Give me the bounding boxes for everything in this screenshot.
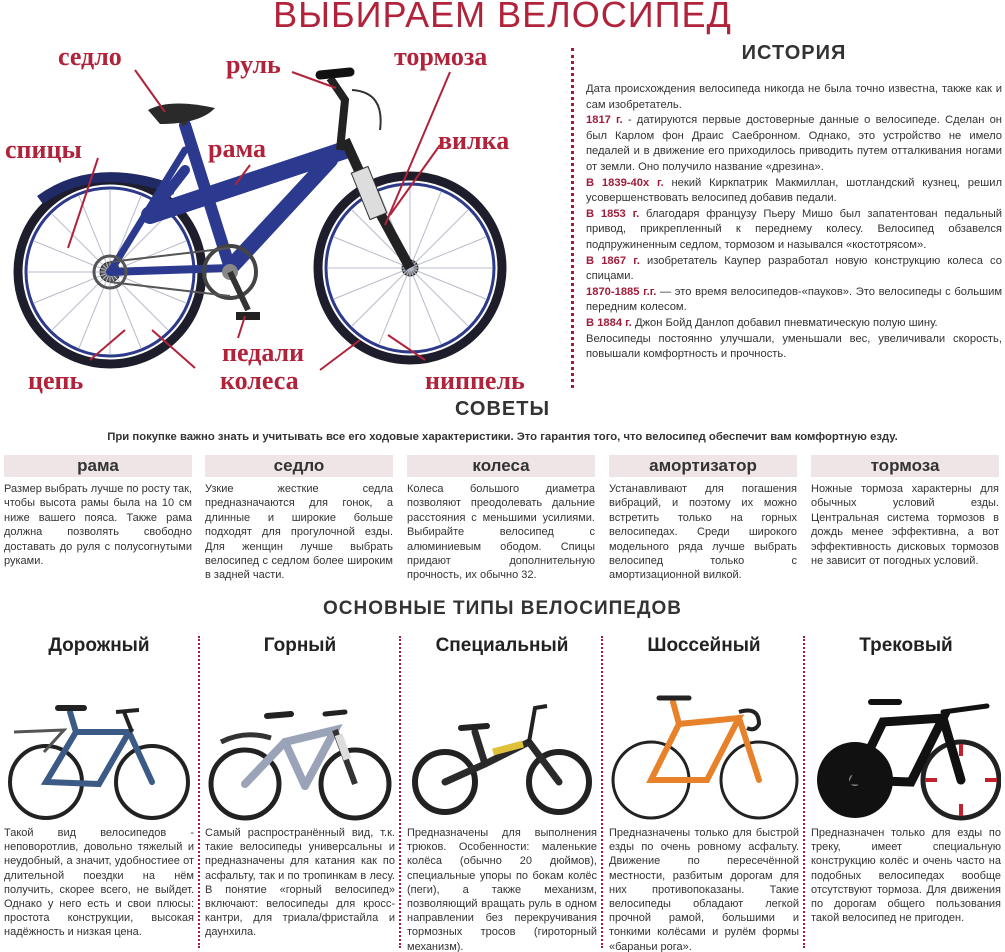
label-brakes: тормоза [394,42,488,71]
tip-text: Ножные тормоза характерны для обычных условий езды. Центральная система тормозов в дождь менее эффективна, а вот эффективность дисковых тормозов не зависит от погодных условий. [811,483,999,568]
divider-types [803,636,805,948]
divider-history [571,48,574,388]
tip-frame [4,455,192,568]
history-paragraph: В 1884 г. Джон Бойд Данлоп добавил пневматическую полую шину. [586,316,938,329]
type-name: Трековый [859,635,953,656]
tip-text: Устанавливают для погашения вибраций, и поэтому их можно встретить только на горных велосипедах. Среди широкого модельного ряда лучше выбрать велосипед только с амортизационной вилкой. [609,483,797,582]
history-paragraph: 1870-1885 г.г. — это время велосипедов-«пауков». Это велосипеды с большим передним колесом. [586,285,1003,314]
history-paragraph: В 1853 г. благодаря французу Пьеру Мишо был запатентован педальный привод, прикрепленный к переднему колесу. Велосипед обзавелся подпружиненным седлом, тормозом и назывался «костотрясом». [586,207,1003,251]
tips-title: СОВЕТЫ [454,398,551,420]
label-nipple: ниппель [425,366,525,395]
label-chain: цепь [28,366,84,395]
label-fork: вилка [438,126,510,155]
divider-types [601,636,603,948]
type-text: Предназначены для выполнения трюков. Особенности: маленькие колёса (обычно 20 дюймов), специальные упоры по бокам колёс (пеги), а также механизм, позволяющий вращать руль в одном направлении без перекручивания тормозных тросов (гироторный механизм). [407,827,597,952]
track-bike-image [811,672,1001,832]
type-text: Такой вид велосипедов - неповоротлив, довольно тяжелый и неудобный, а значит, удобностиее от длительной поездки на нём получить, скорее всего, не выйдет. Однако у него есть и свои плюсы: простота конструкции, высокая надёжность и низкая цена. [4,827,194,939]
tip-text: Колеса большого диаметра позволяют преодолевать дальние расстояния с меньшими усилиями. Выбирайте велосипед с алюминиевым ободом. Спицы придают дополнительную прочность, их обычно 32. [407,483,595,582]
history-title: ИСТОРИЯ [741,42,847,64]
types-title: ОСНОВНЫЕ ТИПЫ ВЕЛОСИПЕДОВ [322,598,683,619]
type-text: Предназначены только для быстрой езды по очень ровному асфальту. Движение по пересечённой местности, разбитым дорогам для них противопоказаны. Такие велосипеды обладают легкой прочной рамой, большими и тонкими колёсами и рулём формы «бараньи рога». [609,827,799,952]
label-handlebar: руль [226,50,281,79]
history-text [586,82,1002,363]
tip-saddle [205,455,393,583]
tip-shock [609,455,797,583]
label-saddle: седло [58,42,122,71]
mountain-bike-image [205,672,395,832]
bmx-bike-image [407,672,597,832]
saddle [148,103,215,124]
type-name: Дорожный [48,635,150,656]
tip-heading: колеса [407,455,595,477]
history-paragraph: 1817 г. - датируются первые достоверные данные о велосипеде. Сделан он был Карлом фон Драис Саебронном. Однако, это устройство не имело педалей и в движение его приходилось приводить путем отталкивания ногами от земли. Оно получило название «дрезина». [586,114,1002,173]
road-bike-image [4,672,194,832]
label-pedals: педали [222,338,305,367]
tip-heading: амортизатор [609,455,797,477]
type-name: Шоссейный [647,635,761,656]
tip-heading: тормоза [811,455,999,477]
type-text: Предназначен только для езды по треку, имеет специальную конструкцию колёс и очень часто на подобных велосипедах вообще отсутствуют тормоза. Для движения по дорогам общего пользования такой велосипед не пригоден. [811,827,1001,925]
label-spokes: спицы [5,135,82,164]
history-paragraph: В 1867 г. изобретатель Каупер разработал новую конструкцию колеса со спицами. [586,254,1002,283]
label-frame: рама [208,134,266,163]
racing-bike-image [609,672,799,832]
divider-types [198,636,200,948]
type-text: Самый распространённый вид, т.к. такие велосипеды универсальны и предназначены для катания как по асфальту, так и по тропинкам в лесу. В понятие «горный велосипед» включают: велосипеды для кросс-кантри, для триала/фристайла и даунхила. [205,827,395,939]
label-wheels: колеса [220,366,299,395]
type-name: Специальный [435,635,569,656]
tip-text: Размер выбрать лучше по росту так, чтобы высота рамы была на 10 см ниже вашего пояса. Также рама должна позволять свободно доставать до руля с полусогнутыми руками. [4,483,192,568]
tip-heading: рама [4,455,192,477]
history-paragraph: В 1839-40х г. некий Киркпатрик Макмиллан, шотландский кузнец, решил усовершенствовать велосипед добавив педали. [586,176,1002,205]
tips-intro: При покупке важно знать и учитывать все его ходовые характеристики. Это гарантия того, что велосипед обеспечит вам комфортную езду. [107,431,898,443]
history-paragraph: Велосипеды постоянно улучшали, уменьшали вес, увеличивали скорость, повышали комфортность и прочность. [586,332,1002,361]
type-name: Горный [263,635,337,656]
tip-text: Узкие жесткие седла предназначаются для гонок, а длинные и широкие больше подходят для прогулочной езды. Для женщин лучше выбрать велосипед с седлом более широким в задней части. [205,483,393,582]
history-paragraph: Дата происхождения велосипеда никогда не была точно известна, также как и сам изобретатель. [586,83,1002,111]
page-title: ВЫБИРАЕМ ВЕЛОСИПЕД [273,0,732,35]
tip-wheels [407,455,595,583]
tip-brakes [811,455,999,568]
tip-heading: седло [205,455,393,477]
divider-types [399,636,401,948]
